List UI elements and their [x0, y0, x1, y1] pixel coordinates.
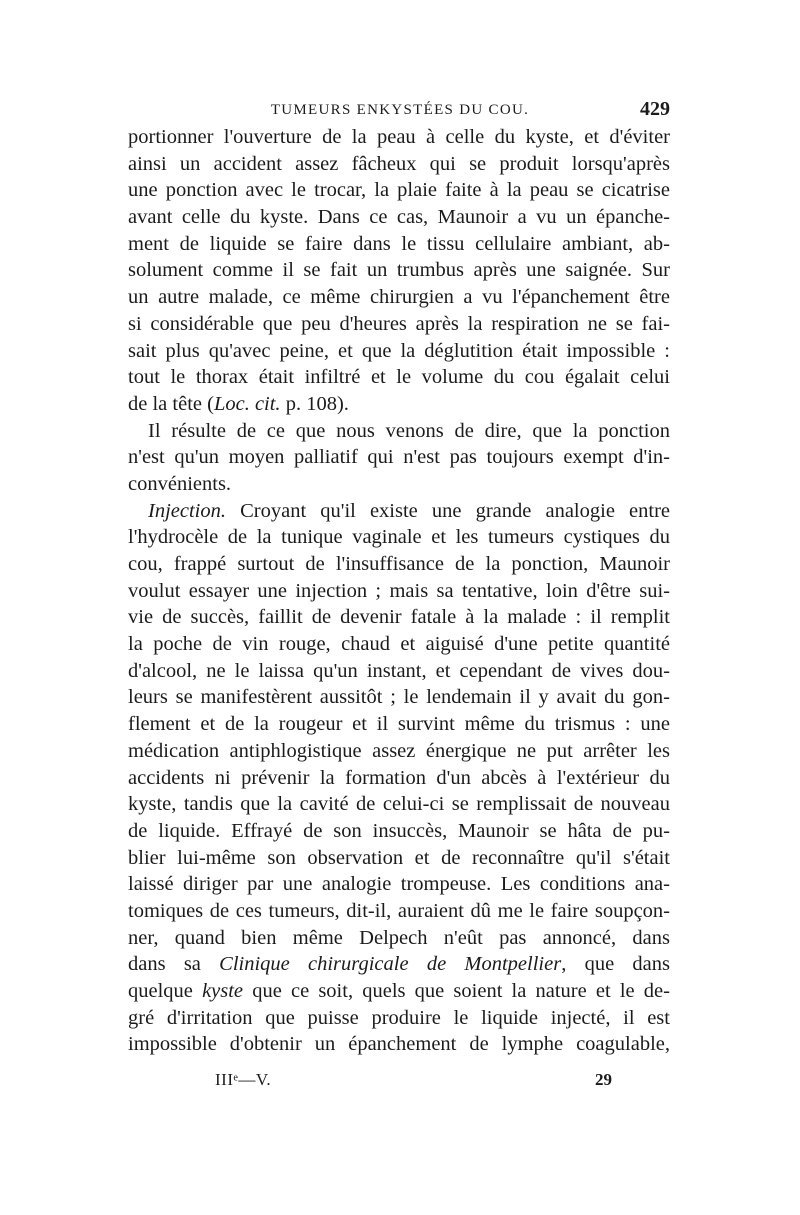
text-line: quelque kyste que ce soit, quels que soient la nature et le de- [128, 980, 670, 1002]
text-line: portionner l'ouverture de la peau à celle du kyste, et d'éviter [128, 126, 670, 148]
text-line: l'hydrocèle de la tunique vaginale et les tumeurs cystiques du [128, 526, 670, 549]
text-line: ment de liquide se faire dans le tissu cellulaire ambiant, ab- [128, 232, 670, 255]
text-line: Il résulte de ce que nous venons de dire, que la ponction [148, 419, 670, 442]
text-line: laissé diriger par une analogie trompeuse. Les conditions ana- [128, 873, 670, 896]
body-text [128, 124, 670, 1058]
text-line: de la tête (Loc. cit. p. 108). [128, 392, 349, 415]
text-line: gré d'irritation que puisse produire le liquide injecté, il est [128, 1006, 670, 1029]
signature-mark: IIIᵉ—V. [215, 1070, 272, 1089]
text-line: Injection. Croyant qu'il existe une grande analogie entre [148, 499, 670, 522]
text-line: impossible d'obtenir un épanchement de lymphe coagulable, [128, 1033, 670, 1056]
page-number: 429 [640, 98, 670, 120]
term-italic: kyste [202, 980, 244, 1002]
text-line: vie de succès, faillit de devenir fatale à la malade : il remplit [128, 606, 670, 629]
text-line: tout le thorax était infiltré et le volume du cou égalait celui [128, 366, 670, 389]
text-line: un autre malade, ce même chirurgien a vu l'épanchement être [128, 286, 670, 309]
text-line: n'est qu'un moyen palliatif qui n'est pas toujours exempt d'in- [128, 446, 670, 469]
text-line: la poche de vin rouge, chaud et aiguisé d'une petite quantité [128, 633, 670, 656]
text-line: médication antiphlogistique assez énergique ne put arrêter les [128, 739, 670, 762]
text-line: ner, quand bien même Delpech n'eût pas annoncé, dans [128, 926, 670, 949]
work-title-italic: Clinique chirurgicale de Montpellier [219, 953, 562, 976]
text-line: si considérable que peu d'heures après la respiration ne se fai- [128, 312, 670, 335]
text-line: kyste, tandis que la cavité de celui-ci se remplissait de nouveau [128, 793, 670, 816]
text-line: de liquide. Effrayé de son insuccès, Maunoir se hâta de pu- [128, 819, 670, 842]
text-line: avant celle du kyste. Dans ce cas, Maunoir a vu un épanche- [128, 206, 670, 229]
text-line: cou, frappé surtout de l'insuffisance de la ponction, Maunoir [128, 553, 670, 575]
text-line: blier lui-même son observation et de reconnaître qu'il s'était [128, 846, 670, 869]
text-line: solument comme il se fait un trumbus après une saignée. Sur [128, 259, 670, 282]
text-line: dans sa Clinique chirurgicale de Montpellier, que dans [128, 953, 670, 976]
text-line: accidents ni prévenir la formation d'un abcès à l'extérieur du [128, 766, 670, 789]
page-footer [130, 1070, 672, 1096]
section-heading-italic: Injection. [148, 499, 226, 522]
text-line: sait plus qu'avec peine, et que la déglutition était impossible : [128, 339, 670, 362]
text-line: tomiques de ces tumeurs, dit-il, auraient dû me le faire soupçon- [128, 899, 670, 922]
running-title: TUMEURS ENKYSTÉES DU COU. [270, 102, 530, 118]
gathering-number: 29 [595, 1070, 612, 1089]
citation-italic: Loc. cit. [213, 392, 281, 415]
text-line: une ponction avec le trocar, la plaie faite à la peau se cicatrise [128, 179, 670, 202]
text-line: flement et de la rougeur et il survint même du trismus : une [128, 713, 670, 736]
text-line: voulut essayer une injection ; mais sa tentative, loin d'être sui- [128, 579, 670, 602]
text-line: convénients. [128, 472, 232, 495]
text-line: leurs se manifestèrent aussitôt ; le lendemain il y avait du gon- [128, 686, 670, 709]
text-line: ainsi un accident assez fâcheux qui se produit lorsqu'après [128, 152, 670, 175]
text-line: d'alcool, ne le laissa qu'un instant, et cependant de vives dou- [128, 659, 670, 682]
